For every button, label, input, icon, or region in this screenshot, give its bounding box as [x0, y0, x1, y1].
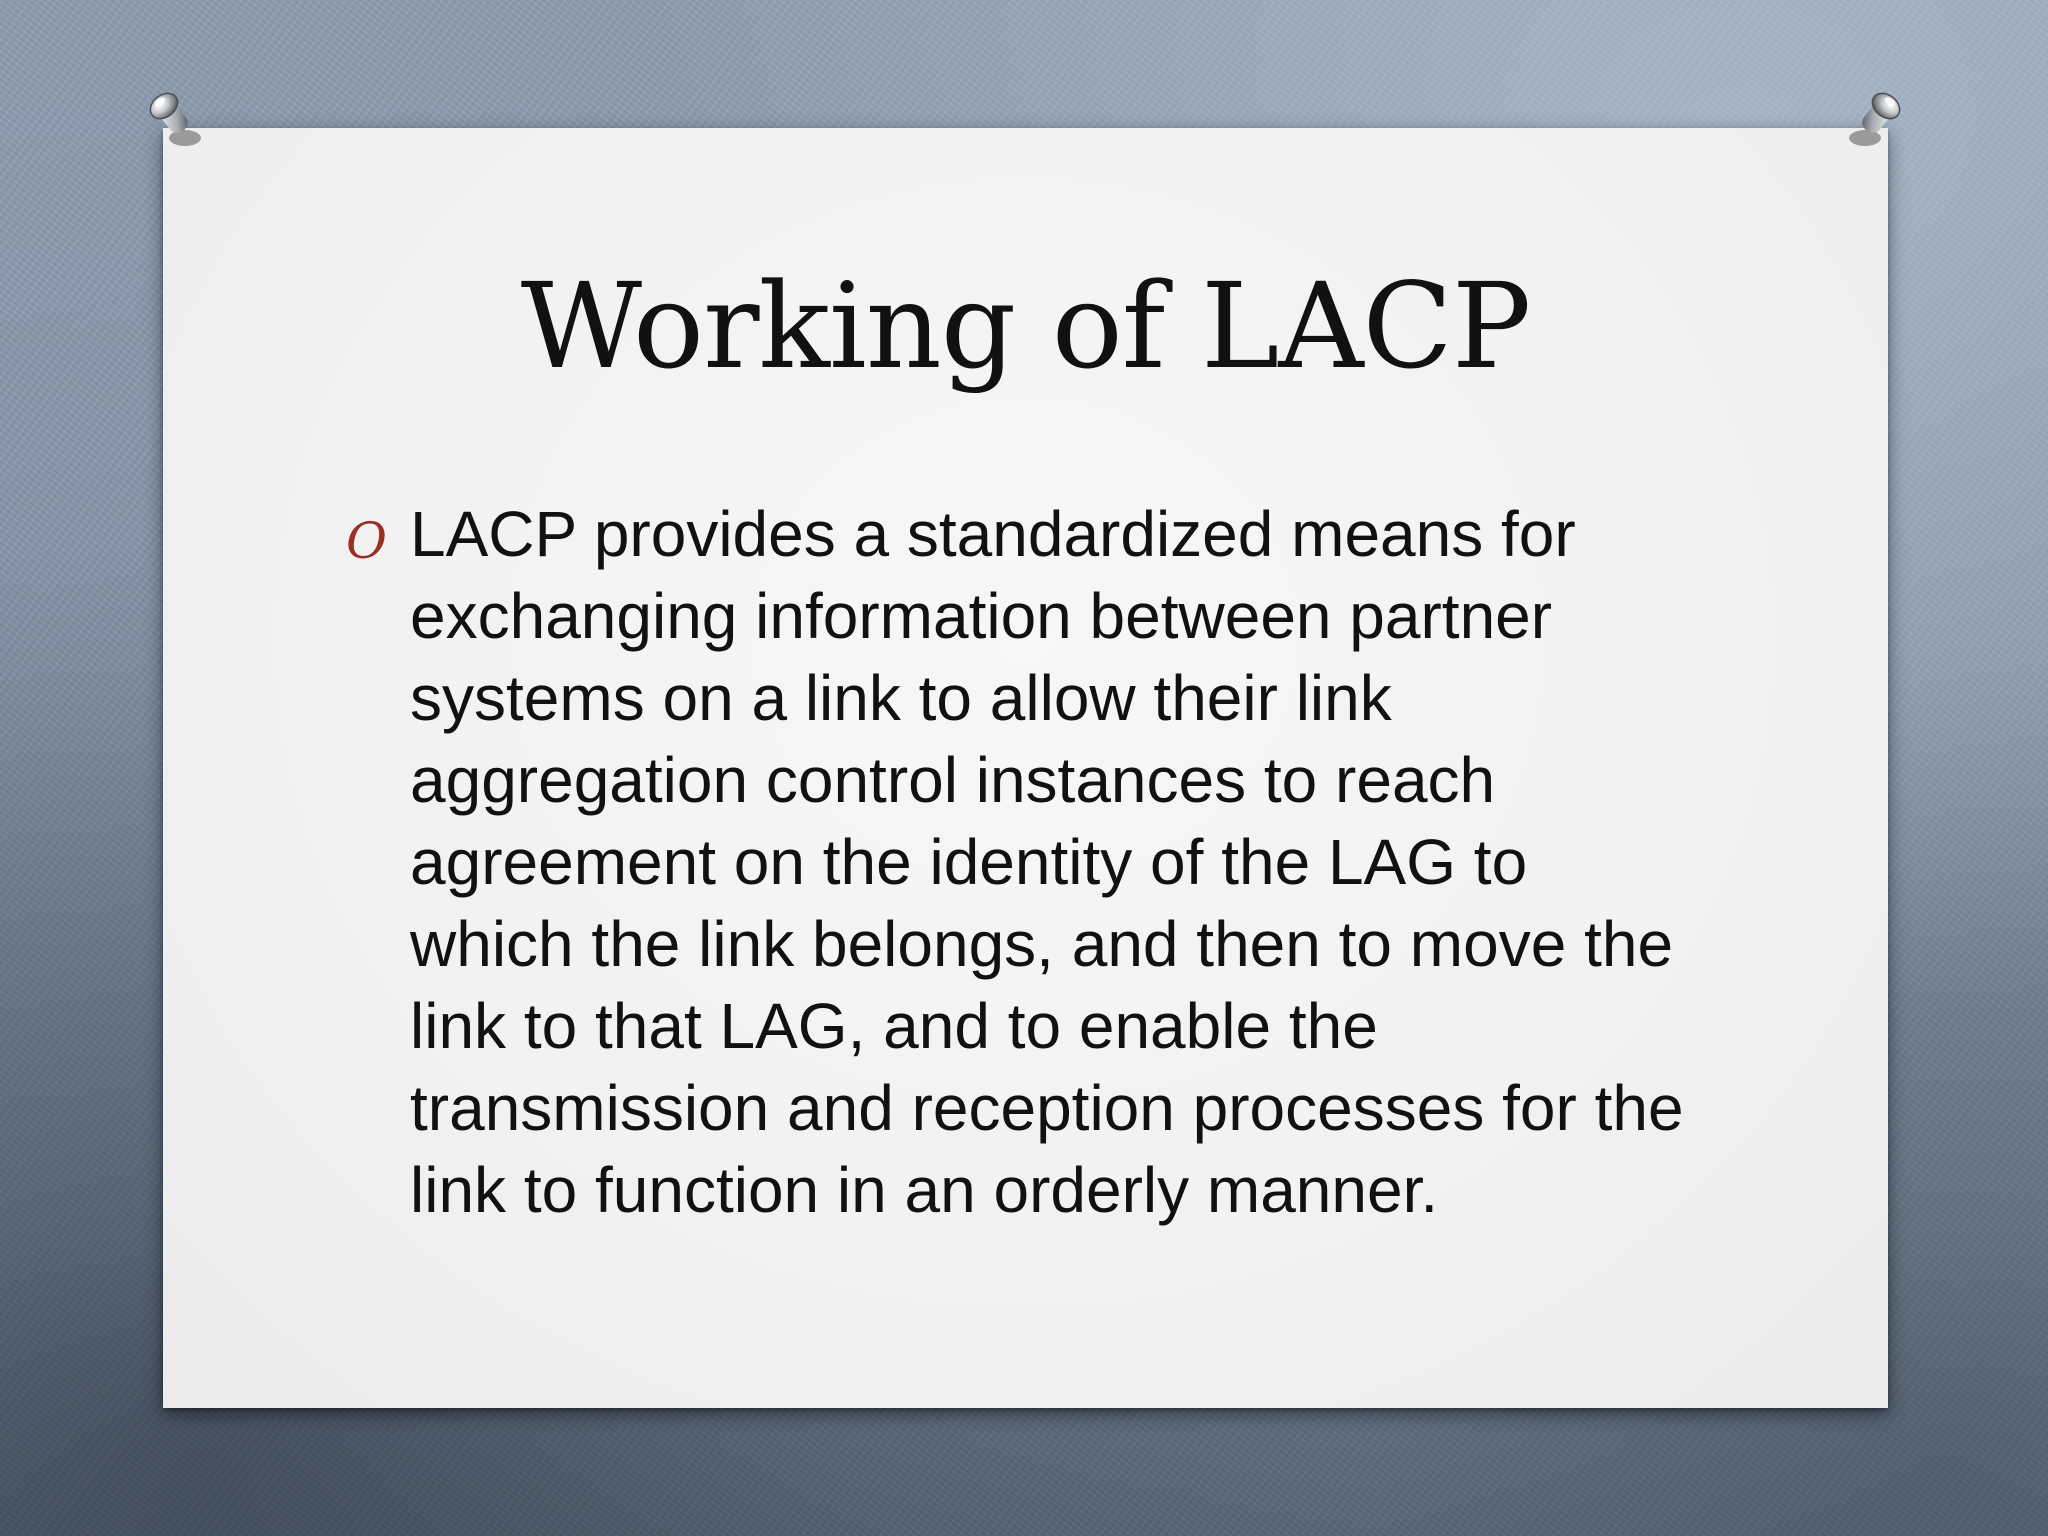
pushpin-icon — [1840, 86, 1910, 156]
bullet-item — [163, 493, 1888, 1231]
slide-title: Working of LACP — [520, 257, 1531, 395]
bullet-text: LACP provides a standardized means for exchanging information between partner systems on a link to allow their link aggregation control instances to reach agreement on the identity of the LAG to which the link belongs, and then to move the link to that LAG, and to enable the transmission and reception processes for the link to function in an orderly manner. — [410, 498, 1684, 1226]
bullet-marker-icon: O — [346, 512, 387, 570]
slide-paper — [163, 128, 1888, 1408]
pushpin-icon — [140, 86, 210, 156]
bullet-list — [163, 493, 1888, 1231]
